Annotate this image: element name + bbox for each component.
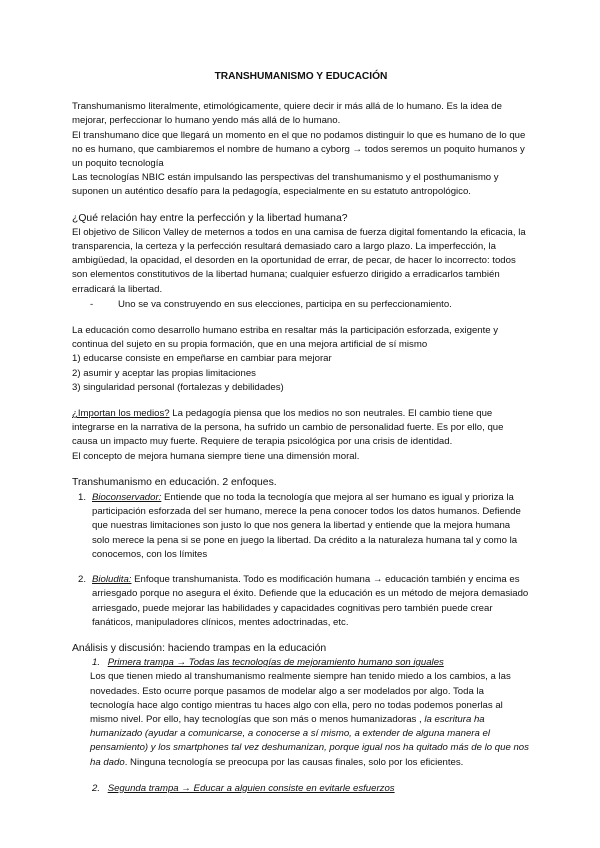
education-item-3: 3) singularidad personal (fortalezas y debilidades) [72, 381, 284, 393]
education-item-2: 2) asumir y aceptar las propias limitaciones [72, 367, 256, 379]
means-lead: ¿Importan los medios? [72, 408, 170, 420]
intro-paragraph-1: Transhumanismo literalmente, etimológicamente, quiere decir ir más allá de lo humano. Es la idea de mejorar, perfeccionar lo humano yendo más allá de lo humano. [72, 101, 502, 127]
approaches-list [72, 491, 530, 630]
approach-label-2: Bioludita: [92, 574, 132, 586]
trap-1-title-text: Primera trampa → Todas las tecnologías de mejoramiento humano son iguales [107, 657, 444, 669]
trap-1-italic: la escritura ha humanizado (ayudar a comunicarse, a conocerse a sí mismo, a extender de alguna manera el pensamiento) y los smartphones tal vez deshumanizan, porque igual nos ha quitado más de lo que nos ha dado [90, 713, 529, 768]
intro-paragraph-3: Las tecnologías NBIC están impulsando las perspectivas del transhumanismo y el posthumanismo y suponen un auténtico desafío para la pedagogía, especialmente en su estatuto antropológico. [72, 172, 499, 198]
approaches-section [72, 476, 530, 630]
approach-number-2: 2. [78, 574, 87, 586]
education-item-1: 1) educarse consiste en empeñarse en cambiar para mejorar [72, 353, 332, 365]
intro-paragraph-2: El transhumano dice que llegará un momento en el que no podamos distinguir lo que es humano de lo que no es humano, que cambiaremos el nombre de humano a cyborg → todos seremos un poquito humanos y un poquito tecnología [72, 129, 526, 170]
approach-item-2 [72, 573, 530, 630]
intro-section [72, 100, 530, 199]
trap-2-number: 2. [92, 782, 101, 794]
approach-label-1: Bioconservador: [92, 492, 162, 504]
trap-1-number: 1. [92, 657, 101, 669]
analysis-heading: Análisis y discusión: haciendo trampas en la educación [72, 642, 327, 654]
trap-1-tail: . Ninguna tecnología se preocupa por las causas finales, solo por los eficientes. [124, 756, 464, 768]
means-line-2: El concepto de mejora humana siempre tiene una dimensión moral. [72, 450, 360, 462]
education-section [72, 324, 530, 395]
analysis-section [72, 642, 530, 796]
trap-2-title [72, 782, 530, 796]
bullet-text: Uno se va construyendo en sus elecciones, participa en su perfeccionamiento. [118, 298, 452, 310]
trap-2-title-text: Segunda trampa → Educar a alguien consiste en evitarle esfuerzos [107, 782, 395, 794]
freedom-heading: ¿Qué relación hay entre la perfección y la libertad humana? [72, 212, 348, 224]
freedom-body: El objetivo de Silicon Valley de meternos a todos en una camisa de fuerza digital fomentando la eficacia, la transparencia, la certeza y la perfección resultará demasiado caro a largo plazo. La imperfección, la ambigüedad, la opacidad, el desorden en la oportunidad de errar, de pecar, de hacer lo incorrecto: todos son elementos constitutivos de la libertad humana; cualquier esfuerzo dirigido a erradicarlos también erradicará la libertad. [72, 226, 526, 295]
approaches-heading: Transhumanismo en educación. 2 enfoques. [72, 476, 277, 488]
education-body: La educación como desarrollo humano estriba en resaltar más la participación esforzada, exigente y continua del sujeto en su propia formación, que en una mejora artificial de sí mismo [72, 325, 499, 351]
trap-1-title [72, 656, 530, 670]
approach-item-1 [72, 491, 530, 562]
trap-1-body-text: Los que tienen miedo al transhumanismo realmente siempre han tenido miedo a los cambios, a las novedades. Esto ocurre porque pasamos de modelar algo a ser modelados por algo. Toda la tecnología hace algo contigo mientras tu haces algo con ella, pero no todas podemos ponerlas al mismo nivel. Por ello, hay tecnologías que son más o menos humanizadoras , [90, 671, 511, 725]
means-section [72, 407, 530, 464]
document-title: TRANSHUMANISMO Y EDUCACIÓN [214, 71, 388, 82]
approach-text-2: Enfoque transhumanista. Todo es modificación humana → educación también y encima es arriesgado porque no asegura el éxito. Defiende que la educación es un método de mejora demasiado arriesgado, puede mejorar las habilidades y capacidades cognitivas pero también puede crear fanáticos, manipuladores clínicos, mentes adoctrinadas, etc. [92, 574, 529, 628]
means-body: La pedagogía piensa que los medios no son neutrales. El cambio tiene que integrarse en la narrativa de la persona, ha sufrido un cambio de personalidad fuerte. Es por ello, que causa un impacto muy fuerte. Requiere de terapia psicológica por una crisis de identidad. [72, 408, 504, 448]
trap-1-body [72, 670, 530, 769]
means-paragraph [72, 407, 530, 450]
bullet-dash: - [90, 298, 94, 310]
freedom-bullet [72, 298, 530, 312]
approach-number-1: 1. [78, 492, 87, 504]
approach-text-1: Entiende que no toda la tecnología que mejora al ser humano es igual y prioriza la participación esforzada del ser humano, merece la pena conocer todos los datos humanos. Defiende que nuestras limitaciones son justo lo que nos genera la libertad y entiende que la mejora humana solo merece la pena si se pone en juego la libertad. Da crédito a la naturaleza humana tal y como la conocemos, con los límites [92, 492, 521, 560]
freedom-section [72, 212, 530, 312]
